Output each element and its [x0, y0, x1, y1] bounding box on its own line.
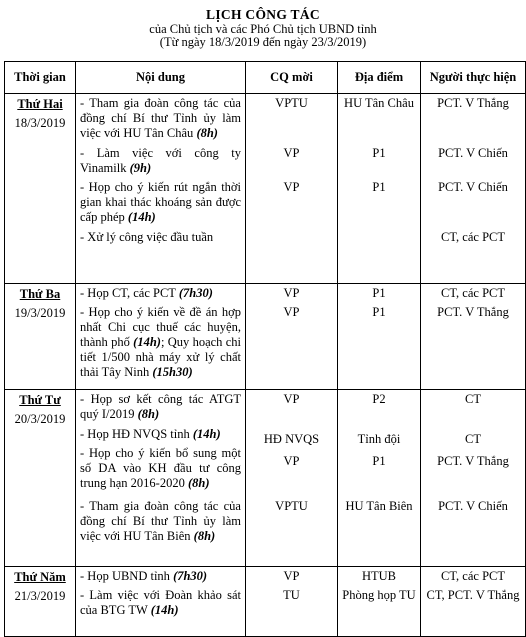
schedule-title: LỊCH CÔNG TÁC [206, 7, 320, 22]
header-time: Thời gian [5, 62, 76, 94]
header-executor: Người thực hiện [421, 62, 526, 94]
schedule-table [4, 61, 526, 637]
content-cell [76, 284, 246, 390]
list-item: - Họp sơ kết công tác ATGT quý I/2019 (8h) [80, 392, 241, 421]
day-date: 20/3/2019 [14, 412, 66, 426]
day-name: Thứ Tư [19, 393, 61, 407]
day-cell [5, 284, 76, 390]
list-item: - Tham gia đoàn công tác của đồng chí Bí thư Tỉnh ủy làm việc với HU Tân Châu (8h) [80, 96, 241, 140]
table-row [5, 390, 526, 567]
list-item: - Họp UBND tỉnh (7h30) [80, 569, 208, 583]
header-inviting-agency: CQ mời [246, 62, 338, 94]
location-cell: P2 Tỉnh đội P1 HU Tân Biên [338, 390, 421, 567]
day-name: Thứ Năm [14, 570, 66, 584]
list-item: - Họp cho ý kiến bổ sung một số DA vào KH đầu tư công trung hạn 2016-2020 (8h) [80, 446, 241, 490]
day-date: 19/3/2019 [14, 306, 66, 320]
list-item: - Xử lý công việc đầu tuần [80, 230, 214, 244]
list-item: - Làm việc với Đoàn khảo sát của BTG TW (14h) [80, 588, 241, 617]
agency-cell: VP TU [246, 567, 338, 637]
table-row [5, 284, 526, 390]
agency-cell: VPTU VP VP [246, 94, 338, 284]
day-name: Thứ Ba [19, 287, 61, 301]
content-cell [76, 567, 246, 637]
schedule-subtitle: của Chủ tịch và các Phó Chủ tịch UBND tỉnh [149, 22, 377, 36]
location-cell: HTUB Phòng họp TU [338, 567, 421, 637]
executor-cell: CT CT PCT. V Thắng PCT. V Chiến [421, 390, 526, 567]
list-item: - Họp cho ý kiến về đề án hợp nhất Chi cục thuế các huyện, thành phố (14h); Quy hoạch chi tiết 1/500 nhà máy xử lý chất thải Tây Ninh (15h30) [80, 305, 241, 379]
day-date: 18/3/2019 [14, 116, 66, 130]
list-item: - Họp cho ý kiến rút ngắn thời gian khai thác khoáng sản được cấp phép (14h) [80, 180, 241, 224]
day-cell [5, 94, 76, 284]
day-name: Thứ Hai [17, 97, 63, 111]
content-cell [76, 390, 246, 567]
table-header-row [5, 62, 526, 94]
executor-cell: CT, các PCT PCT. V Thắng [421, 284, 526, 390]
agency-cell: VP HĐ NVQS VP VPTU [246, 390, 338, 567]
table-row [5, 567, 526, 637]
header-location: Địa điểm [338, 62, 421, 94]
table-row [5, 94, 526, 284]
location-cell: HU Tân Châu P1 P1 [338, 94, 421, 284]
day-cell [5, 390, 76, 567]
day-date: 21/3/2019 [14, 589, 66, 603]
content-cell [76, 94, 246, 284]
location-cell: P1 P1 [338, 284, 421, 390]
list-item: - Tham gia đoàn công tác của đồng chí Bí thư Tỉnh ủy làm việc với HU Tân Biên (8h) [80, 499, 241, 543]
list-item: - Họp HĐ NVQS tỉnh (14h) [80, 427, 221, 441]
header-content: Nội dung [76, 62, 246, 94]
executor-cell: CT, các PCT CT, PCT. V Thắng [421, 567, 526, 637]
schedule-date-range: (Từ ngày 18/3/2019 đến ngày 23/3/2019) [159, 35, 367, 49]
list-item: - Họp CT, các PCT (7h30) [80, 286, 213, 300]
list-item: - Làm việc với công ty Vinamilk (9h) [80, 146, 241, 175]
executor-cell: PCT. V Thắng PCT. V Chiến PCT. V Chiến CT, các PCT [421, 94, 526, 284]
agency-cell: VP VP [246, 284, 338, 390]
day-cell [5, 567, 76, 637]
